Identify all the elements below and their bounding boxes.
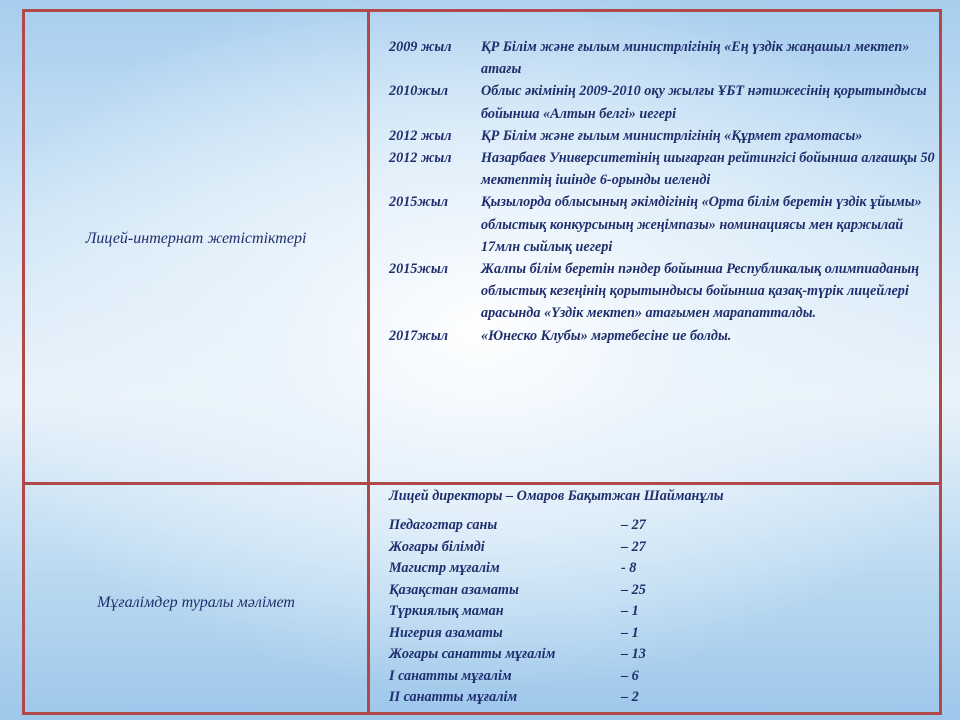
stat-label: Магистр мұғалім (389, 560, 500, 577)
achievement-item (389, 258, 939, 325)
stat-row (389, 537, 939, 559)
achievement-text: ҚР Білім және ғылым министрлігінің «Құрмет грамотасы» (481, 127, 863, 144)
stat-value: – 1 (621, 624, 639, 641)
stat-value: – 2 (621, 689, 639, 706)
director-line: Лицей директоры – Омаров Бақытжан Шайманұлы (389, 488, 724, 504)
stat-row (389, 666, 939, 688)
stat-label: Педагогтар саны (389, 517, 498, 534)
achievement-year: 2012 жыл (389, 150, 452, 167)
stat-label: Нигерия азаматы (389, 624, 503, 641)
stat-value: – 27 (621, 538, 646, 555)
achievement-text: ҚР Білім және ғылым министрлігінің «Ең үздік жаңашыл мектеп» атағы (481, 39, 910, 78)
stat-label: Жоғары санатты мұғалім (389, 646, 556, 663)
achievement-text: Жалпы білім беретін пәндер бойынша Республикалық олимпиаданың облыстық кезеңінің қорытындысы бойынша қазақ-түрік лицейлері арасында «Үздік мектеп» атағымен марапатталды. (481, 261, 919, 322)
achievement-text: Қызылорда облысының әкімдігінің «Орта білім беретін үздік ұйымы» облыстық конкурсының жеңімпазы» номинациясы мен қаржылай 17млн сыйлық иегері (481, 194, 922, 255)
stat-row (389, 601, 939, 623)
stat-row (389, 644, 939, 666)
achievement-item (389, 125, 939, 147)
column-divider (367, 12, 370, 712)
stat-label: II санатты мұғалім (389, 689, 518, 706)
achievements-section-label: Лицей-интернат жетістіктері (85, 230, 307, 247)
stat-value: – 6 (621, 667, 639, 684)
achievement-year: 2015жыл (389, 194, 449, 211)
achievement-item (389, 80, 939, 124)
stat-row (389, 580, 939, 602)
stat-row (389, 515, 939, 537)
achievement-year: 2009 жыл (389, 39, 452, 55)
stat-row (389, 558, 939, 580)
achievement-text: Облыс әкімінің 2009-2010 оқу жылғы ҰБТ нәтижесінің қорытындысы бойынша «Алтын белгі» иегері (481, 83, 927, 122)
stat-label: I санатты мұғалім (389, 667, 512, 684)
teachers-section-label: Мұғалімдер туралы мәлімет (97, 594, 295, 611)
info-table (22, 9, 942, 715)
achievement-year: 2012 жыл (389, 127, 452, 144)
achievement-year: 2015жыл (389, 261, 449, 278)
stat-label: Жоғары білімді (389, 538, 485, 555)
stat-label: Қазақстан азаматы (389, 581, 519, 598)
achievements-list (389, 36, 939, 347)
achievement-item (389, 325, 939, 347)
achievement-text: «Юнеско Клубы» мәртебесіне ие болды. (481, 327, 732, 344)
achievement-year: 2010жыл (389, 83, 449, 100)
stat-row (389, 623, 939, 645)
achievement-year: 2017жыл (389, 327, 449, 344)
stat-row (389, 687, 939, 709)
achievement-item (389, 191, 939, 258)
achievement-item (389, 36, 939, 80)
achievement-text: Назарбаев Университетінің шығарған рейтингісі бойынша алғашқы 50 мектептің ішінде 6-орынды иеленді (481, 150, 935, 189)
stat-value: – 13 (621, 646, 646, 663)
stat-label: Түркиялық маман (389, 603, 504, 620)
achievement-item (389, 147, 939, 191)
stat-value: – 25 (621, 581, 646, 598)
stat-value: - 8 (621, 560, 637, 577)
teachers-info (389, 485, 939, 709)
stat-value: – 27 (621, 517, 646, 534)
stat-value: – 1 (621, 603, 639, 620)
